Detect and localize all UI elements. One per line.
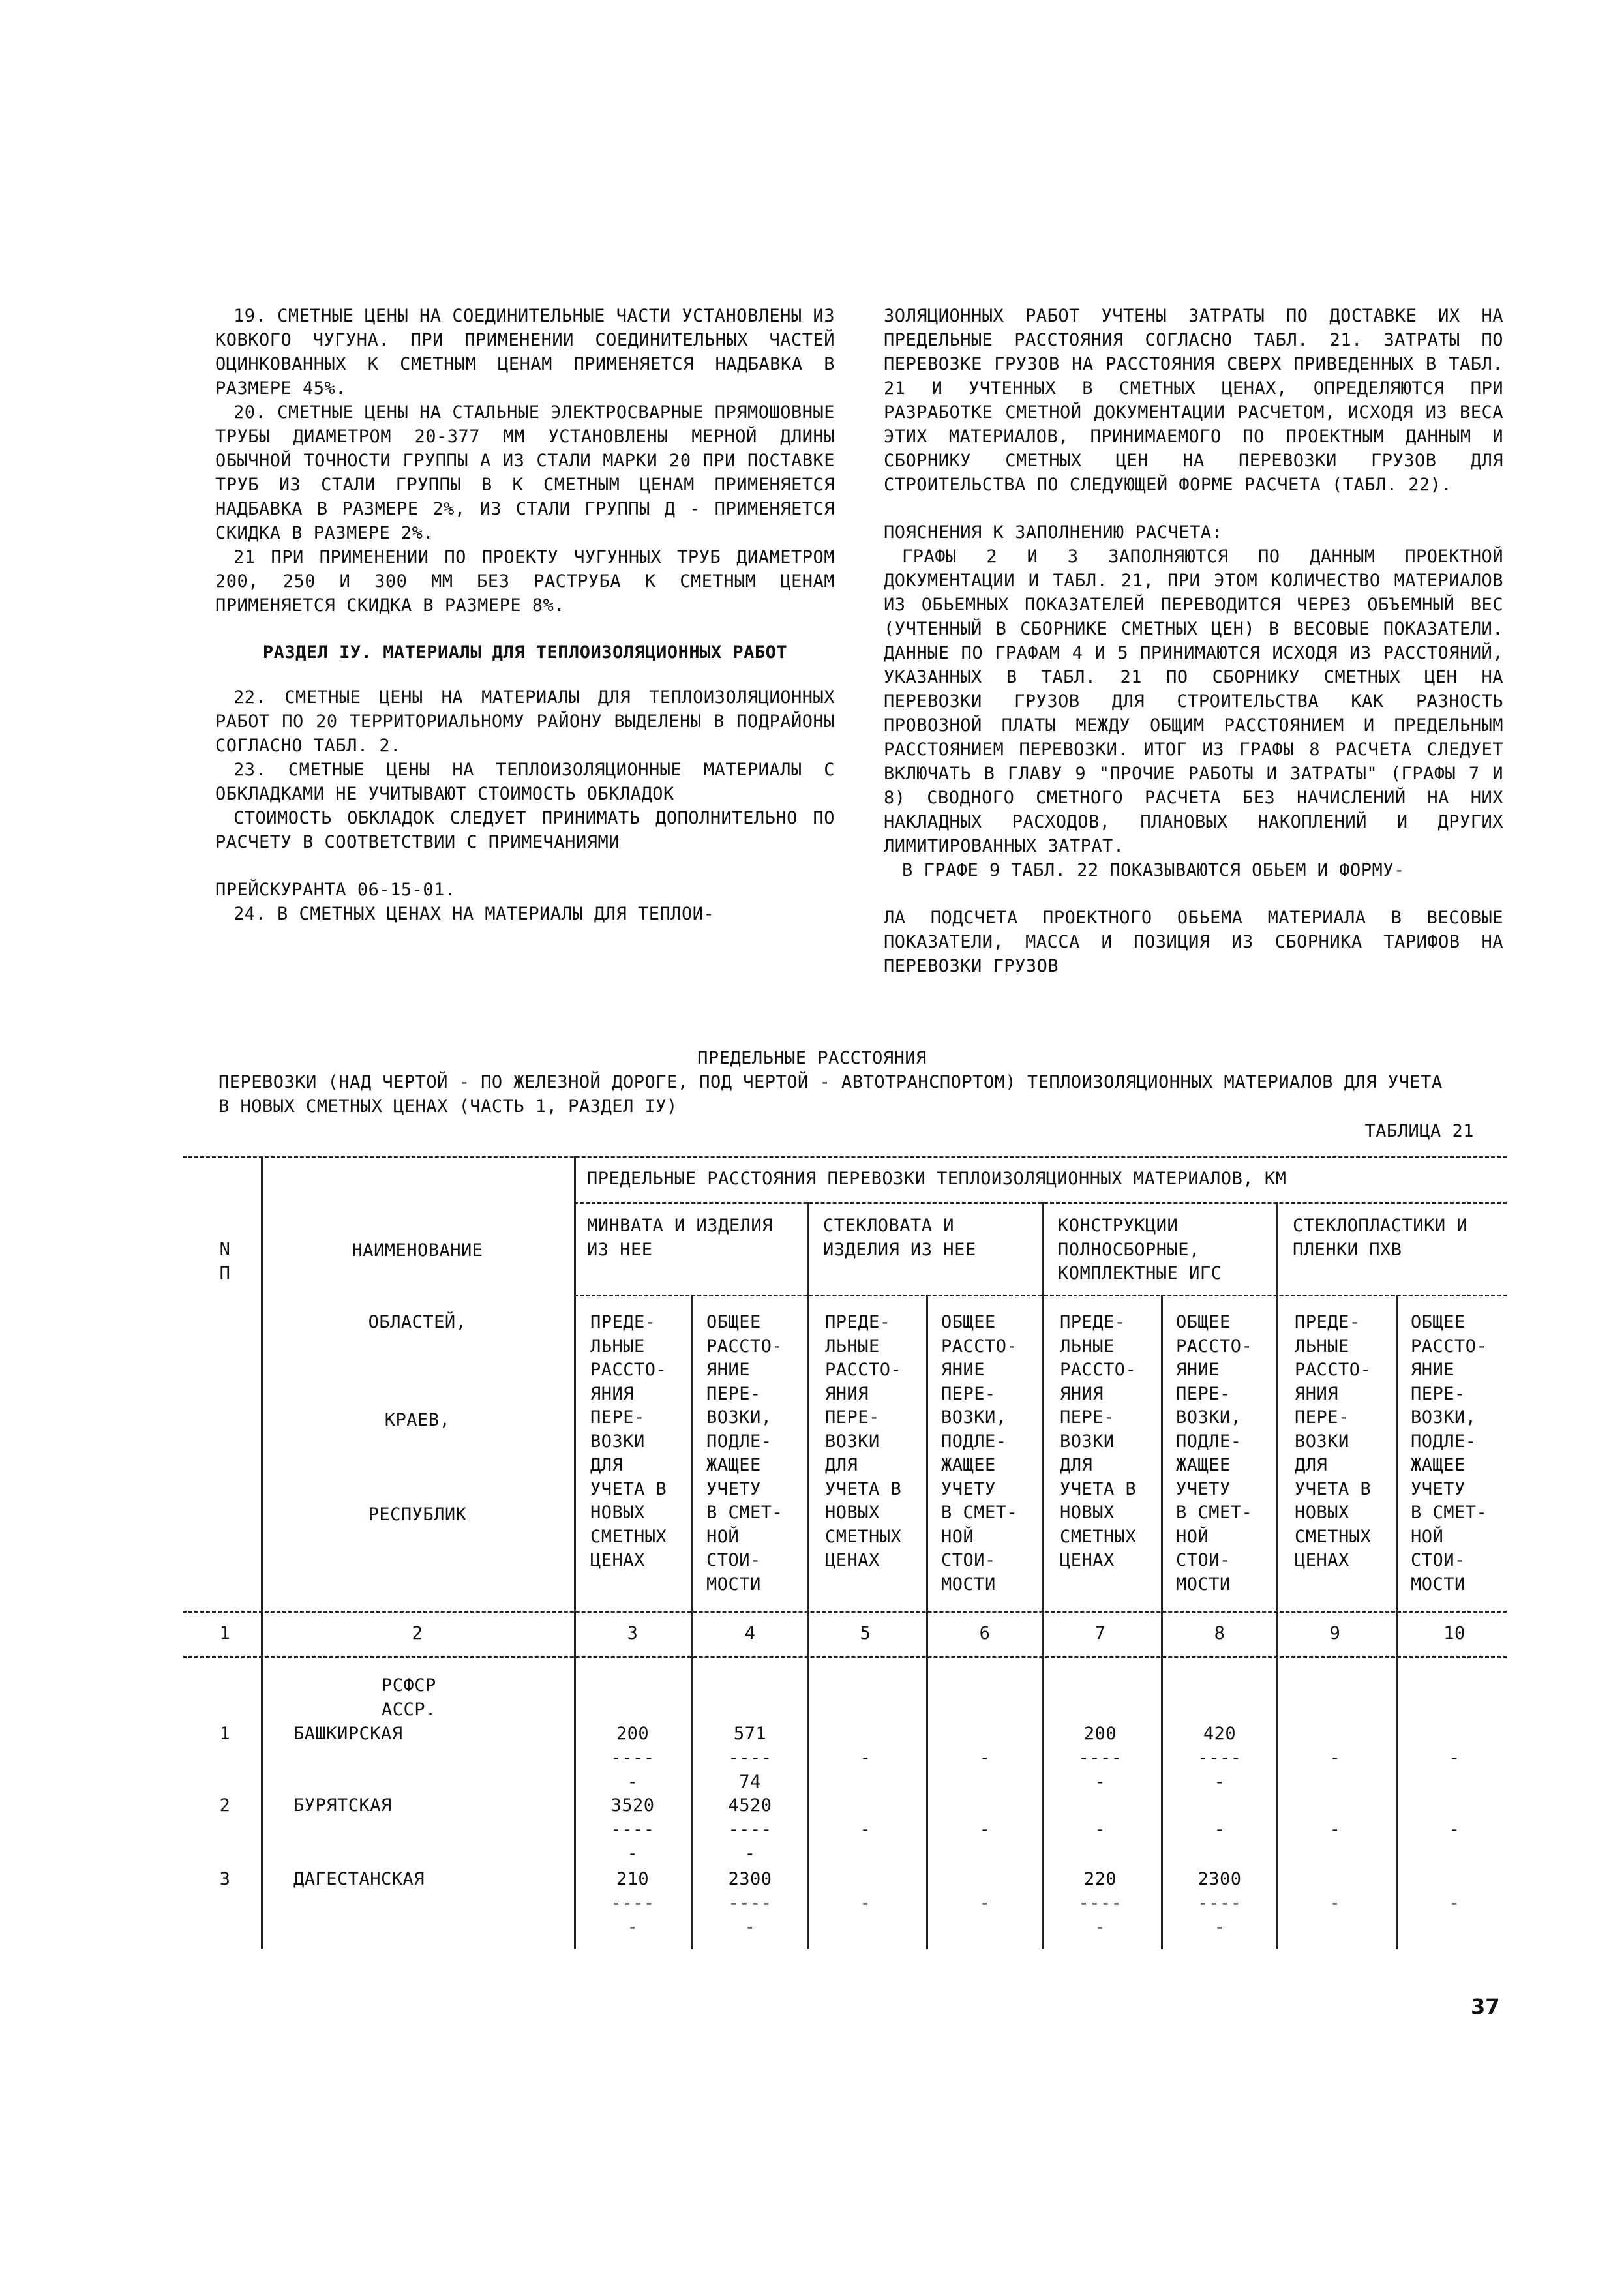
region-header-assr: АССР. (382, 1700, 436, 1720)
cell-rail-value: 4520 (728, 1795, 772, 1816)
vline-1 (261, 1156, 263, 1949)
cell-empty-dash: - (979, 1893, 991, 1913)
cell-auto-value: - (1094, 1772, 1106, 1792)
cell-rail-value: 420 (1203, 1724, 1237, 1744)
header-bottom-rule (183, 1611, 1507, 1613)
paragraph-23: 23. СМЕТНЫЕ ЦЕНЫ НА ТЕПЛОИЗОЛЯЦИОННЫЕ МАТЕРИАЛЫ С ОБКЛАДКАМИ НЕ УЧИТЫВАЮТ СТОИМОСТЬ ОБКЛАДОК (215, 760, 835, 804)
cell-auto-value: - (1094, 1917, 1106, 1938)
subheader-total-1: ОБЩЕЕ РАССТО- ЯНИЕ ПЕРЕ- ВОЗКИ, ПОДЛЕ- ЖАЩЕЕ УЧЕТУ В СМЕТ- НОЙ СТОИ- МОСТИ (706, 1312, 783, 1595)
cell-rail-value: 2300 (1197, 1869, 1242, 1889)
fraction-line: ---- (1078, 1893, 1122, 1913)
vline-2 (574, 1156, 576, 1949)
header-name: НАИМЕНОВАНИЕ (352, 1240, 483, 1261)
subheader-limit-2: ПРЕДЕ- ЛЬНЫЕ РАССТО- ЯНИЯ ПЕРЕ- ВОЗКИ ДЛЯ УЧЕТА В НОВЫХ СМЕТНЫХ ЦЕНАХ (825, 1312, 902, 1570)
cell-empty-dash: - (979, 1748, 991, 1768)
col-number-3: 3 (627, 1623, 639, 1643)
header-name-kraev: КРАЕВ, (384, 1410, 451, 1430)
cell-auto-value: - (744, 1844, 756, 1864)
cell-empty-dash: - (1214, 1819, 1226, 1840)
region-name: БУРЯТСКАЯ (293, 1795, 392, 1816)
subheader-total-3: ОБЩЕЕ РАССТО- ЯНИЕ ПЕРЕ- ВОЗКИ, ПОДЛЕ- ЖАЩЕЕ УЧЕТУ В СМЕТ- НОЙ СТОИ- МОСТИ (1176, 1312, 1253, 1595)
fraction-line: ---- (610, 1819, 655, 1840)
cell-rail-value: 210 (616, 1869, 650, 1889)
cell-empty-dash: - (1329, 1748, 1341, 1768)
header-name-respublik: РЕСПУБЛИК (368, 1505, 467, 1525)
cell-auto-value: - (627, 1844, 639, 1864)
header-name-oblastei: ОБЛАСТЕЙ, (368, 1312, 467, 1332)
cell-rail-value: 3520 (610, 1795, 655, 1816)
row-number: 3 (219, 1869, 231, 1889)
paragraph-24-cont: ЗОЛЯЦИОННЫХ РАБОТ УЧТЕНЫ ЗАТРАТЫ ПО ДОСТАВКЕ ИХ НА ПРЕДЕЛЬНЫЕ РАССТОЯНИЯ СОГЛАСНО ТАБЛ. 21. ЗАТРАТЫ ПО ПЕРЕВОЗКЕ ГРУЗОВ НА РАССТОЯНИЯ СВЕРХ ПРИВЕДЕННЫХ В ТАБЛ. 21 И УЧТЕННЫХ В СМЕТНЫХ ЦЕНАХ, ОПРЕДЕЛЯЮТСЯ ПРИ РАЗРАБОТКЕ СМЕТНОЙ ДОКУМЕНТАЦИИ РАСЧЕТОМ, ИСХОДЯ ИЗ ВЕСА ЭТИХ МАТЕРИАЛОВ, ПРИНИМАЕМОГО ПО ПРОЕКТНЫМ ДАННЫМ И СБОРНИКУ СМЕТНЫХ ЦЕН НА ПЕРЕВОЗКИ ГРУЗОВ ДЛЯ СТРОИТЕЛЬСТВА ПО СЛЕДУЮЩЕЙ ФОРМЕ РАСЧЕТА (ТАБЛ. 22). (884, 306, 1503, 495)
notes-paragraph-1: ГРАФЫ 2 И 3 ЗАПОЛНЯЮТСЯ ПО ДАННЫМ ПРОЕКТНОЙ ДОКУМЕНТАЦИИ И ТАБЛ. 21, ПРИ ЭТОМ КОЛИЧЕСТВО МАТЕРИАЛОВ ИЗ ОБЬЕМНЫХ ПОКАЗАТЕЛЕЙ ПЕРЕВОДИТСЯ ЧЕРЕЗ ОБЪЕМНЫЙ ВЕС (УЧТЕННЫЙ В СБОРНИКЕ СМЕТНЫХ ЦЕН) В ВЕСОВЫЕ ПОКАЗАТЕЛИ. ДАННЫЕ ПО ГРАФАМ 4 И 5 ПРИНИМАЮТСЯ ИСХОДЯ ИЗ РАССТОЯНИЙ, УКАЗАННЫХ В ТАБЛ. 21 ПО СБОРНИКУ СМЕТНЫХ ЦЕН НА ПЕРЕВОЗКИ ГРУЗОВ ДЛЯ СТРОИТЕЛЬСТВА КАК РАЗНОСТЬ ПРОВОЗНОЙ ПЛАТЫ МЕЖДУ ОБЩИМ РАССТОЯНИЕМ И ПРЕДЕЛЬНЫМ РАССТОЯНИЕМ ПЕРЕВОЗКИ. ИТОГ ИЗ ГРАФЫ 8 РАСЧЕТА СЛЕДУЕТ ВКЛЮЧАТЬ В ГЛАВУ 9 "ПРОЧИЕ РАБОТЫ И ЗАТРАТЫ" (ГРАФЫ 7 И 8) СВОДНОГО СМЕТНОГО РАСЧЕТА БЕЗ НАЧИСЛЕНИЙ НА НИХ НАКЛАДНЫХ РАСХОДОВ, ПЛАНОВЫХ НАКОПЛЕНИЙ И ДРУГИХ ЛИМИТИРОВАННЫХ ЗАТРАТ. (884, 547, 1503, 856)
cell-auto-value: - (1214, 1772, 1226, 1792)
cell-rail-value: 200 (616, 1724, 650, 1744)
col-number-10: 10 (1443, 1623, 1466, 1643)
vline-4 (807, 1202, 809, 1949)
notes-paragraph-2: В ГРАФЕ 9 ТАБЛ. 22 ПОКАЗЫВАЮТСЯ ОБЬЕМ И ФОРМУ- (902, 860, 1405, 880)
col-number-7: 7 (1094, 1623, 1106, 1643)
header-main-rule (574, 1202, 1507, 1204)
table-top-rule (183, 1156, 1507, 1158)
vline-5 (926, 1295, 928, 1949)
col-number-2: 2 (412, 1623, 423, 1643)
paragraph-21: 21 ПРИ ПРИМЕНЕНИИ ПО ПРОЕКТУ ЧУГУННЫХ ТРУБ ДИАМЕТРОМ 200, 250 И 300 ММ БЕЗ РАСТРУБА К СМЕТНЫМ ЦЕНАМ ПРИМЕНЯЕТСЯ СКИДКА В РАЗМЕРЕ 8%. (215, 547, 835, 616)
cell-auto-value: - (744, 1917, 756, 1938)
vline-9 (1396, 1295, 1398, 1949)
region-name: ДАГЕСТАНСКАЯ (293, 1869, 425, 1889)
vline-3 (691, 1295, 693, 1949)
cell-empty-dash: - (1449, 1893, 1460, 1913)
cell-auto-value: 74 (739, 1772, 761, 1792)
col-number-9: 9 (1329, 1623, 1341, 1643)
vline-8 (1276, 1202, 1278, 1949)
col-numbers-rule (183, 1656, 1507, 1658)
paragraph-19: 19. СМЕТНЫЕ ЦЕНЫ НА СОЕДИНИТЕЛЬНЫЕ ЧАСТИ УСТАНОВЛЕНЫ ИЗ КОВКОГО ЧУГУНА. ПРИ ПРИМЕНЕНИИ СОЕДИНИТЕЛЬНЫХ ЧАСТЕЙ ОЦИНКОВАННЫХ К СМЕТНЫМ ЦЕНАМ ПРИМЕНЯЕТСЯ НАДБАВКА В РАЗМЕРЕ 45%. (215, 306, 835, 398)
fraction-line: ---- (728, 1748, 772, 1768)
col-number-8: 8 (1214, 1623, 1226, 1643)
row-number: 1 (219, 1724, 231, 1744)
region-header-rsfsr: РСФСР (382, 1675, 436, 1696)
paragraph-22: 22. СМЕТНЫЕ ЦЕНЫ НА МАТЕРИАЛЫ ДЛЯ ТЕПЛОИЗОЛЯЦИОННЫХ РАБОТ ПО 20 ТЕРРИТОРИАЛЬНОМУ РАЙОНУ ВЫДЕЛЕНЫ В ПОДРАЙОНЫ СОГЛАСНО ТАБЛ. 2. (215, 687, 835, 756)
cell-rail-value: 220 (1083, 1869, 1117, 1889)
cell-auto-value: - (627, 1772, 639, 1792)
row-number: 2 (219, 1795, 231, 1816)
header-np: N П (219, 1239, 231, 1283)
fraction-line: ---- (728, 1819, 772, 1840)
paragraph-23-cont: СТОИМОСТЬ ОБКЛАДОК СЛЕДУЕТ ПРИНИМАТЬ ДОПОЛНИТЕЛЬНО ПО РАСЧЕТУ В СООТВЕТСТВИИ С ПРИМЕЧАНИЯМИ (215, 808, 835, 852)
vline-7 (1161, 1295, 1163, 1949)
cell-empty-dash: - (860, 1893, 871, 1913)
region-name: БАШКИРСКАЯ (293, 1724, 403, 1744)
cell-empty-dash: - (860, 1748, 871, 1768)
col-number-1: 1 (219, 1623, 231, 1643)
fraction-line: ---- (1197, 1748, 1242, 1768)
cell-rail-value: 2300 (728, 1869, 772, 1889)
cell-empty-dash: - (1449, 1819, 1460, 1840)
header-group-rule (574, 1295, 1507, 1296)
cell-empty-dash: - (860, 1819, 871, 1840)
header-main: ПРЕДЕЛЬНЫЕ РАССТОЯНИЯ ПЕРЕВОЗКИ ТЕПЛОИЗОЛЯЦИОННЫХ МАТЕРИАЛОВ, КМ (587, 1169, 1287, 1189)
paragraph-20: 20. СМЕТНЫЕ ЦЕНЫ НА СТАЛЬНЫЕ ЭЛЕКТРОСВАРНЫЕ ПРЯМОШОВНЫЕ ТРУБЫ ДИАМЕТРОМ 20-377 ММ УСТАНОВЛЕНЫ МЕРНОЙ ДЛИНЫ ОБЫЧНОЙ ТОЧНОСТИ ГРУППЫ А ИЗ СТАЛИ МАРКИ 20 ПРИ ПОСТАВКЕ ТРУБ ИЗ СТАЛИ ГРУППЫ В К СМЕТНЫМ ЦЕНАМ ПРИМЕНЯЕТСЯ НАДБАВКА В РАЗМЕРЕ 2%, ИЗ СТАЛИ ГРУППЫ Д - ПРИМЕНЯЕТСЯ СКИДКА В РАЗМЕРЕ 2%. (215, 402, 835, 543)
fraction-line: ---- (610, 1893, 655, 1913)
cell-rail-value: 200 (1083, 1724, 1117, 1744)
paragraph-23-end: ПРЕЙСКУРАНТА 06-15-01. (215, 880, 456, 900)
cell-empty-dash: - (979, 1819, 991, 1840)
subheader-limit-1: ПРЕДЕ- ЛЬНЫЕ РАССТО- ЯНИЯ ПЕРЕ- ВОЗКИ ДЛЯ УЧЕТА В НОВЫХ СМЕТНЫХ ЦЕНАХ (590, 1312, 667, 1570)
fraction-line: ---- (610, 1748, 655, 1768)
fraction-line: ---- (1197, 1893, 1242, 1913)
group-header-stekloplastiki: СТЕКЛОПЛАСТИКИ И ПЛЕНКИ ПХВ (1293, 1216, 1468, 1260)
vline-6 (1042, 1202, 1044, 1949)
table-subtitle: ПЕРЕВОЗКИ (НАД ЧЕРТОЙ - ПО ЖЕЛЕЗНОЙ ДОРОГЕ, ПОД ЧЕРТОЙ - АВТОТРАНСПОРТОМ) ТЕПЛОИЗОЛЯЦИОННЫХ МАТЕРИАЛОВ ДЛЯ УЧЕТА В НОВЫХ СМЕТНЫХ ЦЕНАХ (ЧАСТЬ 1, РАЗДЕЛ IУ) (218, 1072, 1443, 1116)
paragraph-24: 24. В СМЕТНЫХ ЦЕНАХ НА МАТЕРИАЛЫ ДЛЯ ТЕПЛОИ- (233, 904, 715, 924)
group-header-minvata: МИНВАТА И ИЗДЕЛИЯ ИЗ НЕЕ (587, 1216, 773, 1260)
cell-empty-dash: - (1329, 1893, 1341, 1913)
table-title: ПРЕДЕЛЬНЫЕ РАССТОЯНИЯ (697, 1048, 927, 1068)
group-header-konstruktsii: КОНСТРУКЦИИ ПОЛНОСБОРНЫЕ, КОМПЛЕКТНЫЕ ИГС (1058, 1216, 1222, 1283)
fraction-line: ---- (1078, 1748, 1122, 1768)
notes-paragraph-3: ЛА ПОДСЧЕТА ПРОЕКТНОГО ОБЬЕМА МАТЕРИАЛА В ВЕСОВЫЕ ПОКАЗАТЕЛИ, МАССА И ПОЗИЦИЯ ИЗ СБОРНИКА ТАРИФОВ НА ПЕРЕВОЗКИ ГРУЗОВ (884, 908, 1503, 976)
group-header-steklovata: СТЕКЛОВАТА И ИЗДЕЛИЯ ИЗ НЕЕ (823, 1216, 976, 1260)
cell-auto-value: - (627, 1917, 639, 1938)
subheader-limit-3: ПРЕДЕ- ЛЬНЫЕ РАССТО- ЯНИЯ ПЕРЕ- ВОЗКИ ДЛЯ УЧЕТА В НОВЫХ СМЕТНЫХ ЦЕНАХ (1060, 1312, 1137, 1570)
cell-rail-value: 571 (733, 1724, 767, 1744)
subheader-total-4: ОБЩЕЕ РАССТО- ЯНИЕ ПЕРЕ- ВОЗКИ, ПОДЛЕ- ЖАЩЕЕ УЧЕТУ В СМЕТ- НОЙ СТОИ- МОСТИ (1411, 1312, 1488, 1595)
cell-empty-dash: - (1329, 1819, 1341, 1840)
subheader-limit-4: ПРЕДЕ- ЛЬНЫЕ РАССТО- ЯНИЯ ПЕРЕ- ВОЗКИ ДЛЯ УЧЕТА В НОВЫХ СМЕТНЫХ ЦЕНАХ (1295, 1312, 1372, 1570)
section-heading: РАЗДЕЛ IУ. МАТЕРИАЛЫ ДЛЯ ТЕПЛОИЗОЛЯЦИОННЫХ РАБОТ (262, 642, 788, 663)
table-label: ТАБЛИЦА 21 (1364, 1121, 1474, 1141)
notes-title: ПОЯСНЕНИЯ К ЗАПОЛНЕНИЮ РАСЧЕТА: (884, 522, 1223, 543)
col-number-4: 4 (744, 1623, 756, 1643)
cell-auto-value: - (1214, 1917, 1226, 1938)
subheader-total-2: ОБЩЕЕ РАССТО- ЯНИЕ ПЕРЕ- ВОЗКИ, ПОДЛЕ- ЖАЩЕЕ УЧЕТУ В СМЕТ- НОЙ СТОИ- МОСТИ (941, 1312, 1018, 1595)
col-number-6: 6 (979, 1623, 991, 1643)
cell-empty-dash: - (1449, 1748, 1460, 1768)
page-number: 37 (1471, 1994, 1500, 2019)
cell-empty-dash: - (1094, 1819, 1106, 1840)
col-number-5: 5 (860, 1623, 871, 1643)
fraction-line: ---- (728, 1893, 772, 1913)
